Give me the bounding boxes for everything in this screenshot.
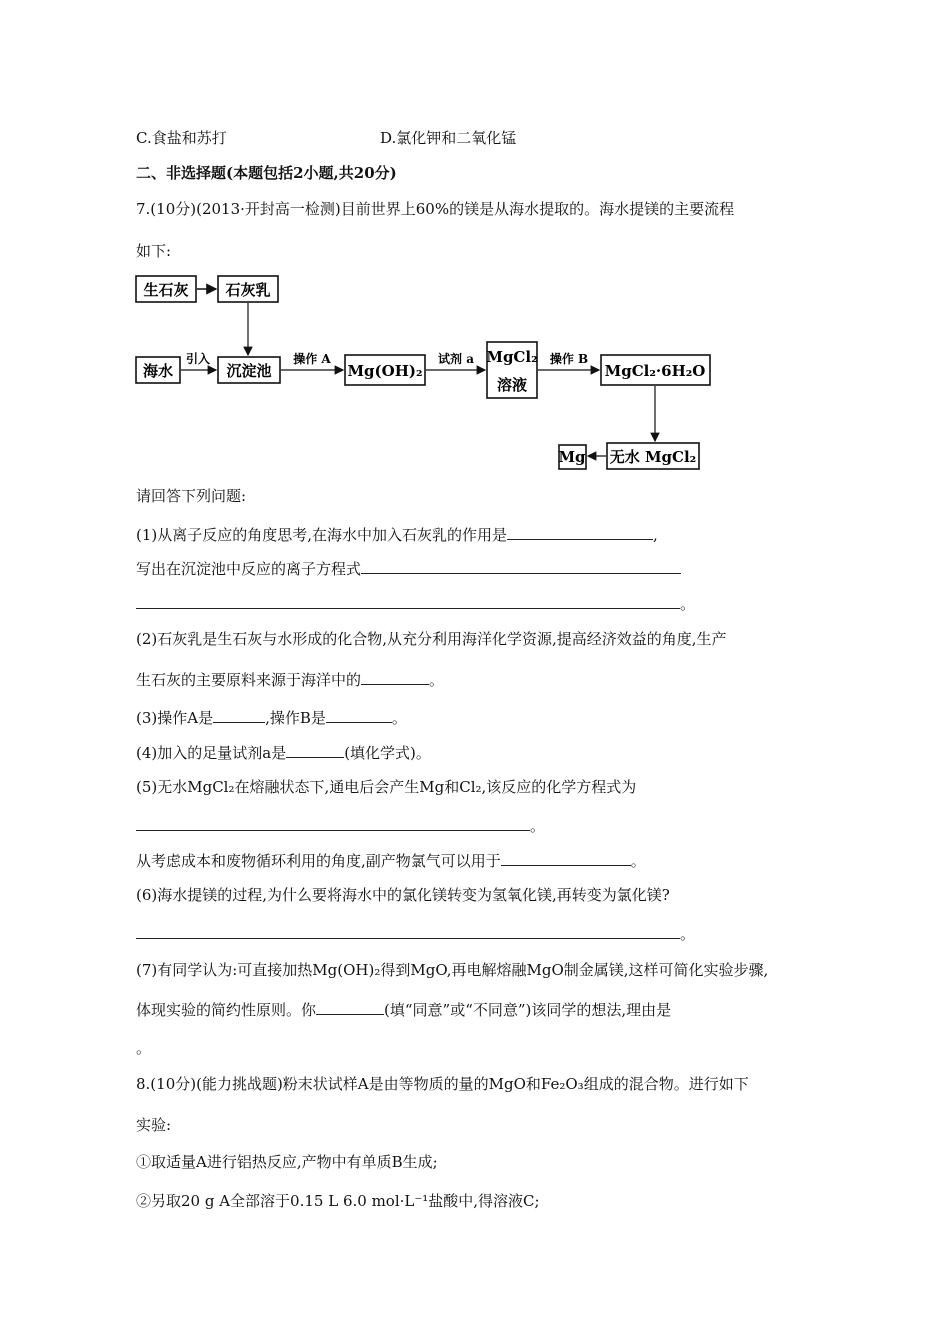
q7-prompt: 请回答下列问题: [136, 487, 247, 505]
label-opB: 操作 B [549, 352, 589, 366]
q7-p5-line1: (5)无水MgCl₂在熔融状态下,通电后会产生Mg和Cl₂,该反应的化学方程式为 [136, 778, 637, 796]
label-opA: 操作 A [293, 352, 331, 366]
q7-p2-line1: (2)石灰乳是生石灰与水形成的化合物,从充分利用海洋化学资源,提高经济效益的角度,生产 [136, 630, 727, 648]
option-c: C.食盐和苏打 [136, 129, 227, 147]
p5a-period: 。 [530, 817, 546, 835]
p1a-text: (1)从离子反应的角度思考,在海水中加入石灰乳的作用是 [136, 526, 508, 544]
node-limemilk: 石灰乳 [225, 281, 271, 299]
p3b-text: ,操作B是 [265, 709, 326, 727]
flow-diagram [130, 270, 720, 478]
q8-line1: 8.(10分)(能力挑战题)粉末状试样A是由等物质的量的MgO和Fe₂O₃组成的混合物。进行如下 [136, 1075, 749, 1093]
p2-period: 。 [429, 671, 445, 689]
answer-blank-3b[interactable] [326, 706, 392, 723]
p7b-pre-text: 体现实验的简约性原则。你 [136, 1001, 317, 1019]
answer-blank-1c[interactable] [136, 592, 680, 609]
answer-blank-7[interactable] [316, 998, 384, 1015]
q8-step2: ②另取20 g A全部溶于0.15 L 6.0 mol·L⁻¹盐酸中,得溶液C; [136, 1192, 540, 1210]
q7-p7-line1: (7)有同学认为:可直接加热Mg(OH)₂得到MgO,再电解熔融MgO制金属镁,这样可简化实验步骤, [136, 961, 769, 979]
answer-blank-5a[interactable] [136, 814, 530, 831]
answer-blank-6[interactable] [136, 922, 680, 939]
node-seawater: 海水 [142, 362, 174, 380]
q7-p6-line1: (6)海水提镁的过程,为什么要将海水中的氯化镁转变为氢氧化镁,再转变为氯化镁? [136, 886, 670, 904]
q7-p7-line2 [136, 998, 671, 1020]
answer-blank-2[interactable] [361, 668, 429, 685]
answer-blank-3a[interactable] [213, 706, 265, 723]
option-d: D.氯化钾和二氧化锰 [380, 129, 517, 147]
q7-p5-line3 [136, 849, 646, 871]
p1b-text: 写出在沉淀池中反应的离子方程式 [136, 560, 362, 578]
section-title: 二、非选择题(本题包括2小题,共20分) [136, 164, 397, 182]
q7-p5-line2 [136, 814, 545, 836]
answer-blank-1b[interactable] [361, 557, 681, 574]
p6-period: 。 [680, 925, 696, 943]
node-anhydrous: 无水 MgCl₂ [609, 448, 697, 466]
answer-blank-5b[interactable] [501, 849, 631, 866]
label-introduce: 引入 [185, 352, 211, 366]
q7-p2-line2 [136, 668, 444, 690]
node-mgcl2: MgCl₂ [486, 348, 538, 366]
node-sedtank: 沉淀池 [226, 362, 272, 380]
q7-p3 [136, 706, 407, 728]
q8-line2: 实验: [136, 1116, 172, 1134]
p1a-comma: , [653, 526, 658, 544]
node-hydrate: MgCl₂·6H₂O [604, 362, 706, 380]
q7-p1-line1 [136, 523, 658, 545]
p4b-text: (填化学式)。 [344, 744, 431, 762]
p3-period: 。 [391, 709, 407, 727]
answer-blank-4[interactable] [286, 741, 344, 758]
label-reagent: 试剂 a [438, 352, 474, 366]
p5b-period: 。 [630, 852, 646, 870]
q7-p4 [136, 741, 431, 763]
p2b-text: 生石灰的主要原料来源于海洋中的 [136, 671, 362, 689]
answer-blank-1a[interactable] [507, 523, 653, 540]
q8-step1: ①取适量A进行铝热反应,产物中有单质B生成; [136, 1153, 438, 1171]
p1c-period: 。 [680, 595, 696, 613]
node-mg: Mg [558, 448, 586, 466]
q7-p1-line2 [136, 557, 681, 579]
node-quicklime: 生石灰 [143, 281, 189, 299]
q7-p7-line3: 。 [136, 1039, 152, 1057]
p4a-text: (4)加入的足量试剂a是 [136, 744, 287, 762]
p3a-text: (3)操作A是 [136, 709, 214, 727]
p5b-text: 从考虑成本和废物循环利用的角度,副产物氯气可以用于 [136, 852, 501, 870]
q7-intro-line2: 如下: [136, 242, 172, 260]
q7-p1-line3 [136, 592, 695, 614]
node-mgoh2: Mg(OH)₂ [347, 362, 423, 380]
p7b-post-text: (填“同意”或“不同意”)该同学的想法,理由是 [384, 1001, 672, 1019]
node-solution: 溶液 [496, 376, 528, 394]
q7-p6-line2 [136, 922, 695, 944]
q7-intro-line1: 7.(10分)(2013·开封高一检测)目前世界上60%的镁是从海水提取的。海水提镁的主要流程 [136, 200, 735, 218]
